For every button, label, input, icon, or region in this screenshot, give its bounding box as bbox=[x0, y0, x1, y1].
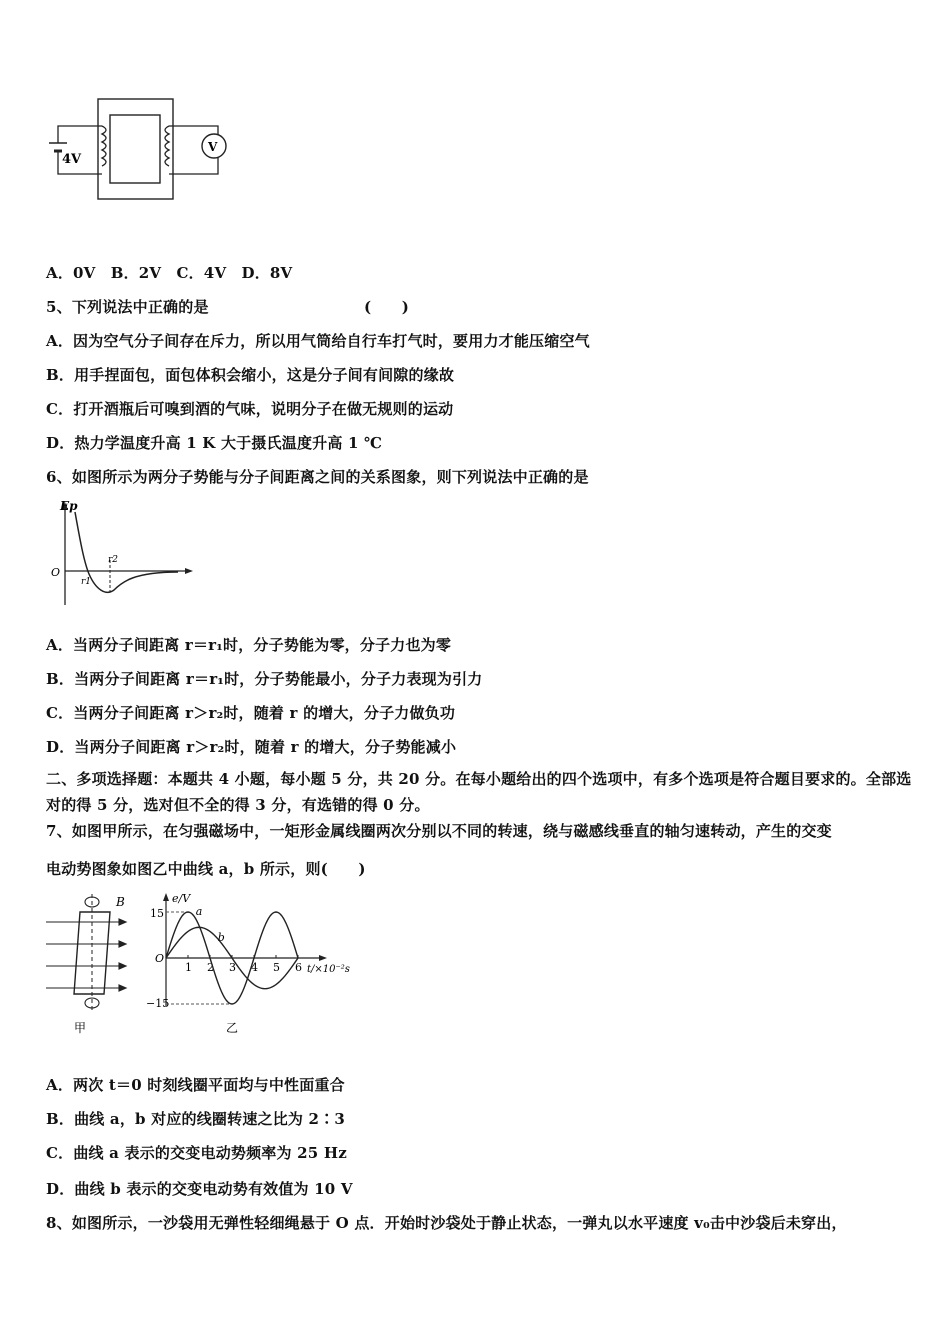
q6-option-b: B．当两分子间距离 r＝r₁时，分子势能最小，分子力表现为引力 bbox=[46, 670, 483, 688]
primary-coil bbox=[102, 126, 106, 166]
emf-time-chart bbox=[146, 890, 376, 1040]
origin-o: O bbox=[155, 952, 165, 965]
potential-energy-figure bbox=[48, 500, 198, 610]
q6-option-a: A．当两分子间距离 r＝r₁时，分子势能为零，分子力也为零 bbox=[46, 636, 452, 654]
q7-option-a: A．两次 t＝0 时刻线圈平面均与中性面重合 bbox=[46, 1076, 345, 1094]
fig-yi-caption: 乙 bbox=[226, 1021, 239, 1035]
x-tick-label: 6 bbox=[295, 961, 302, 974]
q5-option-b: B．用手捏面包，面包体积会缩小，这是分子间有间隙的缘故 bbox=[46, 366, 455, 384]
r1-label: r1 bbox=[81, 577, 92, 587]
x-tick-label: 1 bbox=[185, 961, 192, 974]
q6-stem: 6、如图所示为两分子势能与分子间距离之间的关系图象，则下列说法中正确的是 bbox=[46, 468, 589, 486]
q7-option-c: C．曲线 a 表示的交变电动势频率为 25 Hz bbox=[46, 1144, 347, 1162]
section2-header: 二、多项选择题：本题共 4 小题，每小题 5 分，共 20 分。在每小题给出的四个选项中，有多个选项是符合题目要求的。全部选对的得 5 分，选对但不全的得 3 分，有选错的得 0 分。 bbox=[46, 770, 912, 814]
q7-option-b: B．曲线 a，b 对应的线圈转速之比为 2∶3 bbox=[46, 1110, 346, 1128]
voltmeter-label: V bbox=[208, 140, 218, 154]
r2-label: r2 bbox=[108, 555, 119, 565]
q5-option-a: A．因为空气分子间存在斥力，所以用气筒给自行车打气时，要用力才能压缩空气 bbox=[46, 332, 590, 350]
fig-jia-caption: 甲 bbox=[74, 1021, 87, 1035]
transformer-core-outer bbox=[98, 99, 173, 199]
x-tick-label: 3 bbox=[229, 961, 236, 974]
q8-stem-line1: 8、如图所示，一沙袋用无弹性轻细绳悬于 O 点．开始时沙袋处于静止状态，一弹丸以水平速度 v₀击中沙袋后未穿出， bbox=[46, 1214, 847, 1232]
y-top-label: 15 bbox=[150, 907, 164, 920]
q4-options: A．0V B．2V C．4V D．8V bbox=[46, 264, 293, 282]
e-axis-label: e/V bbox=[172, 892, 191, 905]
transformer-figure bbox=[40, 96, 240, 206]
q6-option-c: C．当两分子间距离 r＞r₂时，随着 r 的增大，分子力做负功 bbox=[46, 704, 456, 722]
q7-stem-line1: 7、如图甲所示，在匀强磁场中，一矩形金属线圈两次分别以不同的转速，绕与磁感线垂直的轴匀速转动，产生的交变 bbox=[46, 822, 832, 840]
t-axis-label: t/×10⁻²s bbox=[307, 964, 350, 975]
q5-option-d: D．热力学温度升高 1 K 大于摄氏温度升高 1 ℃ bbox=[46, 434, 383, 452]
secondary-coil bbox=[165, 126, 169, 166]
q6-option-d: D．当两分子间距离 r＞r₂时，随着 r 的增大，分子势能减小 bbox=[46, 738, 457, 756]
q7-stem-line2: 电动势图象如图乙中曲线 a，b 所示，则( ) bbox=[46, 860, 366, 878]
ep-label: Ep bbox=[60, 499, 78, 513]
x-tick-label: 2 bbox=[207, 961, 214, 974]
q5-bracket: ( ) bbox=[364, 298, 409, 316]
curve-b-label: b bbox=[217, 931, 225, 945]
q7-option-d: D．曲线 b 表示的交变电动势有效值为 10 V bbox=[46, 1180, 353, 1198]
field-b-label: B bbox=[116, 895, 125, 909]
x-tick-label: 4 bbox=[251, 961, 258, 974]
battery-label: 4V bbox=[62, 152, 82, 167]
q5-option-c: C．打开酒瓶后可嗅到酒的气味，说明分子在做无规则的运动 bbox=[46, 400, 454, 418]
x-tick-label: 5 bbox=[273, 961, 280, 974]
y-bottom-label: −15 bbox=[146, 997, 170, 1010]
origin-label: O bbox=[51, 566, 61, 579]
q5-stem: 5、下列说法中正确的是 bbox=[46, 298, 209, 316]
transformer-core-inner bbox=[110, 115, 160, 183]
curve-a-label: a bbox=[195, 905, 203, 919]
